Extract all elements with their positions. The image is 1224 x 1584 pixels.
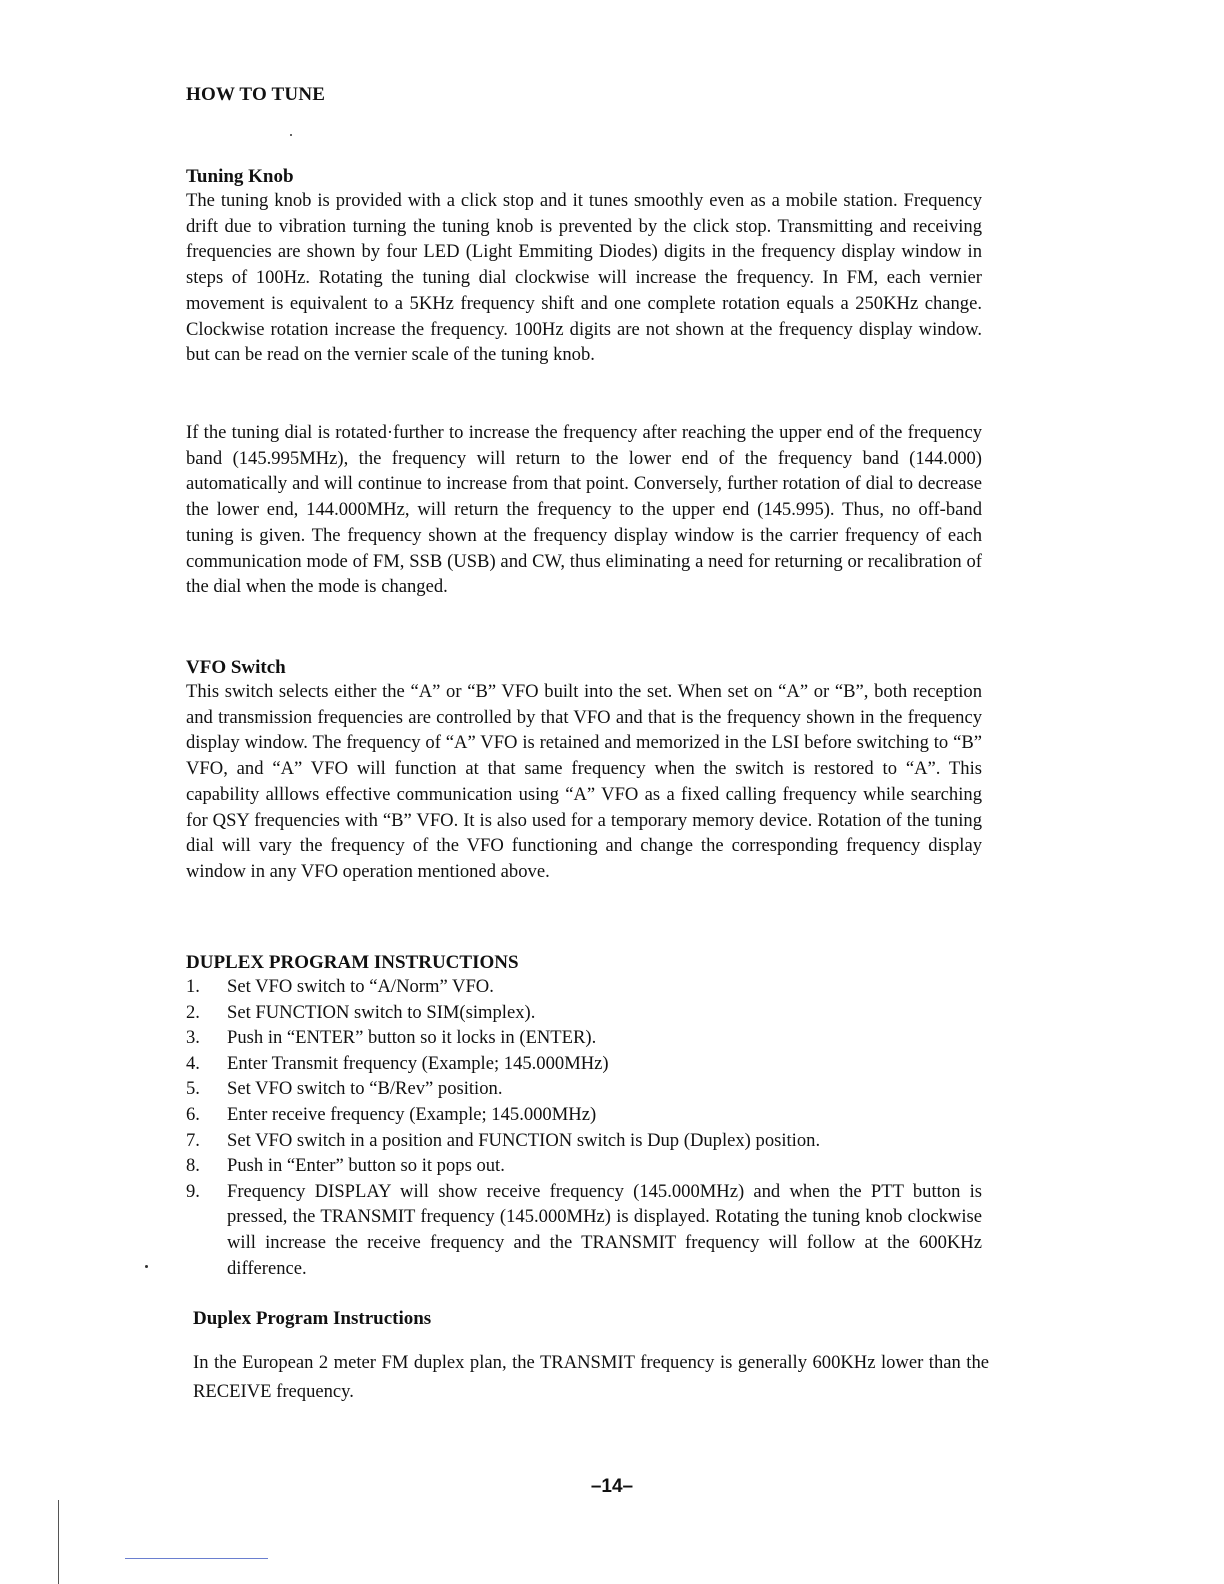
tuning-knob-paragraph: The tuning knob is provided with a click stop and it tunes smoothly even as a mobile station. Frequency drift due to vibration turning the tuning knob is prevented by the click stop. Transmitting and receiving frequencies are shown by four LED (Light Emmiting Diodes) digits in the frequency display window in steps of 100Hz. Rotating the tuning dial clockwise will increase the frequency. In FM, each vernier movement is equivalent to a 5KHz frequency shift and one complete rotation equals a 250KHz change. Clockwise rotation increase the frequency. 100Hz digits are not shown at the frequency display window. but can be read on the vernier scale of the tuning knob. [186,190,982,366]
list-item: 5. Set VFO switch to “B/Rev” position. [186,1078,503,1100]
list-item: 3. Push in “ENTER” button so it locks in (ENTER). [186,1027,597,1049]
duplex-note-paragraph: In the European 2 meter FM duplex plan, the TRANSMIT frequency is generally 600KHz lower than the RECEIVE frequency. [193,1352,989,1402]
duplex-program-heading: DUPLEX PROGRAM INSTRUCTIONS [186,952,519,973]
duplex-note-section [193,1308,989,1406]
vfo-switch-paragraph: This switch selects either the “A” or “B” VFO built into the set. When set on “A” or “B”, both reception and transmission frequencies are controlled by that VFO and that is the frequency shown in the frequency display window. The frequency of “A” VFO is retained and memorized in the LSI before switching to “B” VFO, and “A” VFO will function at that same frequency when the switch is restored to “A”. This capability alllows effective communication using “A” VFO as a fixed calling frequency while searching for QSY frequencies with “B” VFO. It is also used for a temporary memory device. Rotation of the tuning dial will vary the frequency of the VFO functioning and change the corresponding frequency display window in any VFO operation mentioned above. [186,681,982,882]
scan-edge-line [58,1500,59,1584]
list-item: 7. Set VFO switch in a position and FUNCTION switch is Dup (Duplex) position. [186,1129,821,1151]
duplex-program-section [186,952,982,1281]
tuning-knob-section [186,166,982,368]
page-number: –14– [590,1476,634,1497]
list-item: 1. Set VFO switch to “A/Norm” VFO. [186,976,494,997]
list-item: 4. Enter Transmit frequency (Example; 145.000MHz) [186,1052,609,1074]
list-item: 8. Push in “Enter” button so it pops out. [186,1155,505,1177]
list-item: 9. Frequency DISPLAY will show receive frequency (145.000MHz) and when the PTT button is pressed, the TRANSMIT frequency (145.000MHz) is displayed. Rotating the tuning knob clockwise will increase the receive frequency and the TRANSMIT frequency will follow at the 600KHz difference. [186,1180,982,1279]
tuning-band-wrap-paragraph: If the tuning dial is rotated·further to increase the frequency after reaching the upper end of the frequency band (145.995MHz), the frequency will return to the lower end of the frequency band (144.000) automatically and will continue to increase from that point. Conversely, further rotation of dial to decrease the lower end, 144.000MHz, will return the frequency to the upper end (145.995). Thus, no off-band tuning is given. The frequency shown at the frequency display window is the carrier frequency of each communication mode of FM, SSB (USB) and CW, thus eliminating a need for returning or recalibration of the dial when the mode is changed. [186,422,982,598]
tuning-band-wrap-section [186,420,982,600]
footer-rule [125,1558,268,1559]
list-item: 6. Enter receive frequency (Example; 145.000MHz) [186,1103,597,1125]
list-item: 2. Set FUNCTION switch to SIM(simplex). [186,1001,536,1023]
scan-speck [290,134,292,136]
vfo-switch-heading: VFO Switch [186,657,286,678]
duplex-steps-list [186,974,982,1281]
vfo-switch-section [186,657,982,885]
page-title: HOW TO TUNE [186,84,326,105]
scan-speck [145,1265,148,1268]
duplex-note-heading: Duplex Program Instructions [193,1308,432,1329]
tuning-knob-heading: Tuning Knob [186,166,294,187]
